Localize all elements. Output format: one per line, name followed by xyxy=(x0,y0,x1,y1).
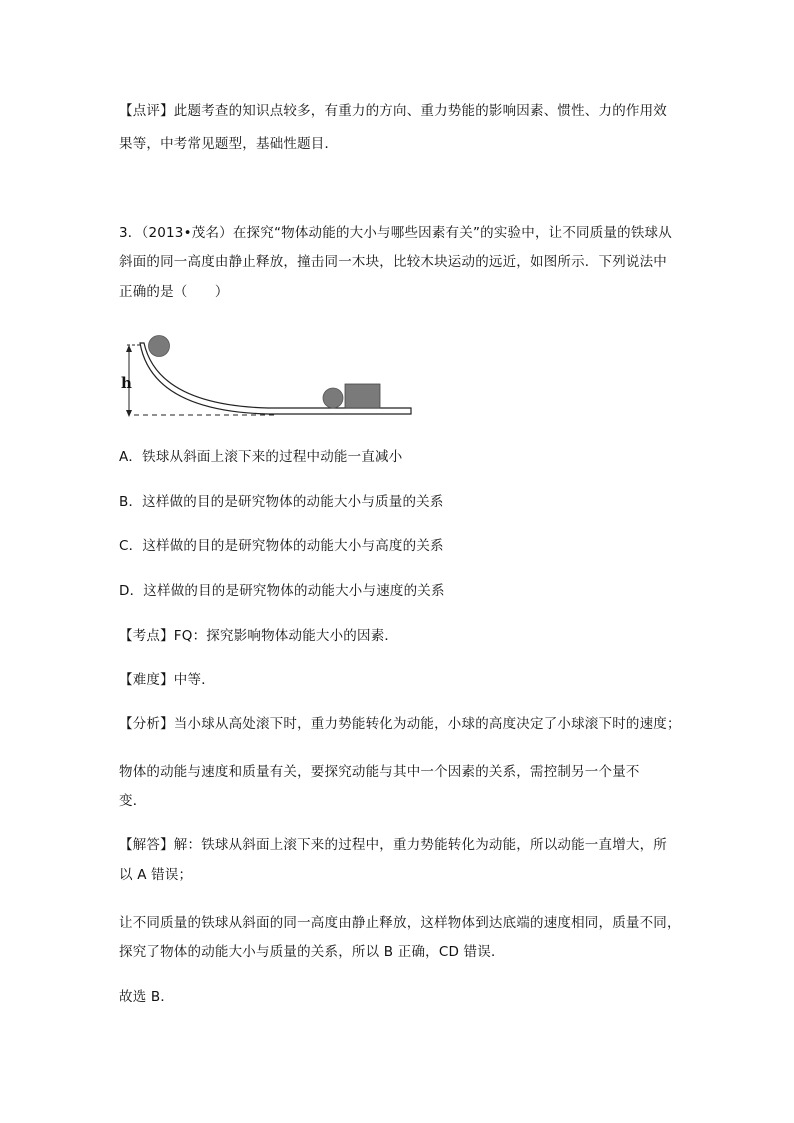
kaodian-line: 【考点】FQ：探究影响物体动能大小的因素． xyxy=(119,628,399,644)
incline-diagram xyxy=(118,333,418,423)
jieda-line-2: 以 A 错误； xyxy=(119,867,193,883)
option-a: A．铁球从斜面上滚下来的过程中动能一直减小 xyxy=(119,449,403,465)
comment-line-1: 【点评】此题考查的知识点较多，有重力的方向、重力势能的影响因素、惯性、力的作用效 xyxy=(119,103,667,119)
wooden-block xyxy=(345,384,380,408)
question-line-3: 正确的是（ ） xyxy=(119,284,229,300)
fenxi-line-2: 物体的动能与速度和质量有关，要探究动能与其中一个因素的关系，需控制另一个量不 xyxy=(119,764,640,780)
ball-top xyxy=(149,336,170,357)
fenxi-line-3: 变． xyxy=(119,793,147,809)
fenxi-line-1: 【分析】当小球从高处滚下时，重力势能转化为动能，小球的高度决定了小球滚下时的速度； xyxy=(119,716,681,732)
jieda-line-4: 探究了物体的动能大小与质量的关系，所以 B 正确，CD 错误． xyxy=(119,944,505,960)
incline-ball-figure xyxy=(118,333,418,423)
jieda-line-5: 故选 B． xyxy=(119,989,175,1005)
nandu-line: 【难度】中等． xyxy=(119,672,215,688)
height-label: h xyxy=(121,374,132,392)
height-arrow-down xyxy=(126,410,132,417)
jieda-line-3: 让不同质量的铁球从斜面的同一高度由静止释放，这样物体到达底端的速度相同，质量不同， xyxy=(119,915,681,931)
jieda-line-1: 【解答】解：铁球从斜面上滚下来的过程中，重力势能转化为动能，所以动能一直增大，所 xyxy=(119,837,667,853)
height-arrow-up xyxy=(126,345,132,352)
ball-bottom xyxy=(323,388,343,408)
option-c: C．这样做的目的是研究物体的动能大小与高度的关系 xyxy=(119,538,444,554)
comment-line-2: 果等，中考常见题型，基础性题目． xyxy=(119,136,339,152)
option-d: D．这样做的目的是研究物体的动能大小与速度的关系 xyxy=(119,583,445,599)
question-line-1: 3．（2013•茂名）在探究“物体动能的大小与哪些因素有关”的实验中，让不同质量的铁球从 xyxy=(119,225,672,241)
option-b: B．这样做的目的是研究物体的动能大小与质量的关系 xyxy=(119,494,444,510)
question-line-2: 斜面的同一高度由静止释放，撞击同一木块，比较木块运动的远近，如图所示．下列说法中 xyxy=(119,254,667,270)
